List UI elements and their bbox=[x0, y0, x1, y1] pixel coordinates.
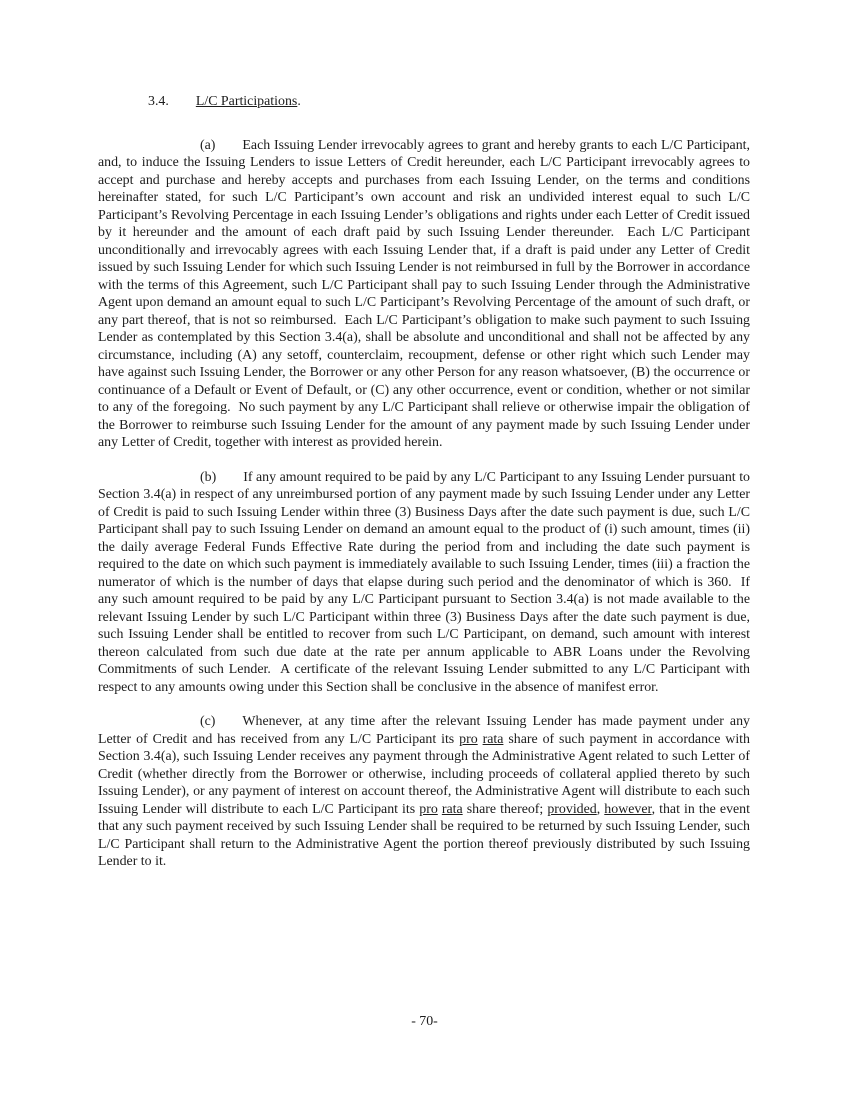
section-heading bbox=[98, 93, 750, 111]
paragraph-text: If any amount required to be paid by any L/C Participant to any Issuing Lender pursuant to Section 3.4(a) in respect of any unreimbursed portion of any payment made by such Issuing Lender under any Letter of Credit is paid to such Issuing Lender within three (3) Business Days after the date such payment is due, such L/C Participant shall pay to such Issuing Lender on demand an amount equal to the product of (i) such amount, times (ii) the daily average Federal Funds Effective Rate during the period from and including the date such payment is required to the date on which such payment is immediately available to such Issuing Lender, times (iii) a fraction the numerator of which is the number of days that elapse during such period and the denominator of which is 360. If any such amount required to be paid by any L/C Participant pursuant to Section 3.4(a) is not made available to the relevant Issuing Lender by such L/C Participant within three (3) Business Days after the date such payment is due, such Issuing Lender shall be entitled to recover from such L/C Participant, on demand, such amount with interest thereon calculated from such due date at the rate per annum applicable to ABR Loans under the Revolving Commitments of such Lender. A certificate of the relevant Issuing Lender submitted to any L/C Participant with respect to any amounts owing under this Section shall be conclusive in the absence of manifest error. bbox=[98, 469, 750, 695]
section-title-period: . bbox=[297, 94, 301, 109]
paragraph-c bbox=[98, 713, 750, 871]
paragraph-label: (c) bbox=[200, 714, 216, 729]
paragraph-text: Each Issuing Lender irrevocably agrees to grant and hereby grants to each L/C Participant, and, to induce the Issuing Lenders to issue Letters of Credit hereunder, each L/C Participant irrevocably agrees to accept and purchase and hereby accepts and purchases from each Issuing Lender, on the terms and conditions hereinafter stated, for such L/C Participant’s own account and risk an undivided interest equal to such L/C Participant’s Revolving Percentage in each Issuing Lender’s obligations and rights under each Letter of Credit issued by it hereunder and the amount of each draft paid by such Issuing Lender thereunder. Each L/C Participant unconditionally and irrevocably agrees with each Issuing Lender that, if a draft is paid under any Letter of Credit issued by such Issuing Lender for which such Issuing Lender is not reimbursed in full by the Borrower in accordance with the terms of this Agreement, such L/C Participant shall pay to such Issuing Lender through the Administrative Agent upon demand an amount equal to such L/C Participant’s Revolving Percentage of the amount of such draft, or any part thereof, that is not so reimbursed. Each L/C Participant’s obligation to make such payment to such Issuing Lender as contemplated by this Section 3.4(a), shall be absolute and unconditional and shall not be affected by any circumstance, including (A) any setoff, counterclaim, recoupment, defense or other right which such Lender may have against such Issuing Lender, the Borrower or any other Person for any reason whatsoever, (B) the occurrence or continuance of a Default or Event of Default, or (C) any other occurrence, event or condition, whether or not similar to any of the foregoing. No such payment by any L/C Participant shall relieve or otherwise impair the obligation of the Borrower to reimburse such Issuing Lender for the amount of any payment made by such Issuing Lender under any Letter of Credit, together with interest as provided herein. bbox=[98, 137, 750, 450]
page-number: - 70- bbox=[411, 1014, 438, 1029]
paragraph-a bbox=[98, 137, 750, 452]
paragraph-b bbox=[98, 469, 750, 697]
section-title: L/C Participations bbox=[195, 94, 298, 109]
paragraph-text: Whenever, at any time after the relevant Issuing Lender has made payment under any Letter of Credit and has received from any L/C Participant its pro rata share of such payment in accordance with Section 3.4(a), such Issuing Lender receives any payment through the Administrative Agent related to such Letter of Credit (whether directly from the Borrower or otherwise, including proceeds of collateral applied thereto by such Issuing Lender), or any payment of interest on account thereof, the Administrative Agent will distribute to each such Issuing Lender will distribute to each L/C Participant its pro rata share thereof; provided, however, that in the event that any such payment received by such Issuing Lender shall be required to be returned by such Issuing Lender, such L/C Participant shall return to the Administrative Agent the portion thereof previously distributed by such Issuing Lender to it. bbox=[98, 714, 750, 869]
paragraph-label: (a) bbox=[200, 137, 216, 153]
document-text-block bbox=[98, 93, 750, 871]
paragraph-label: (b) bbox=[200, 469, 217, 485]
section-number: 3.4. bbox=[148, 94, 169, 109]
